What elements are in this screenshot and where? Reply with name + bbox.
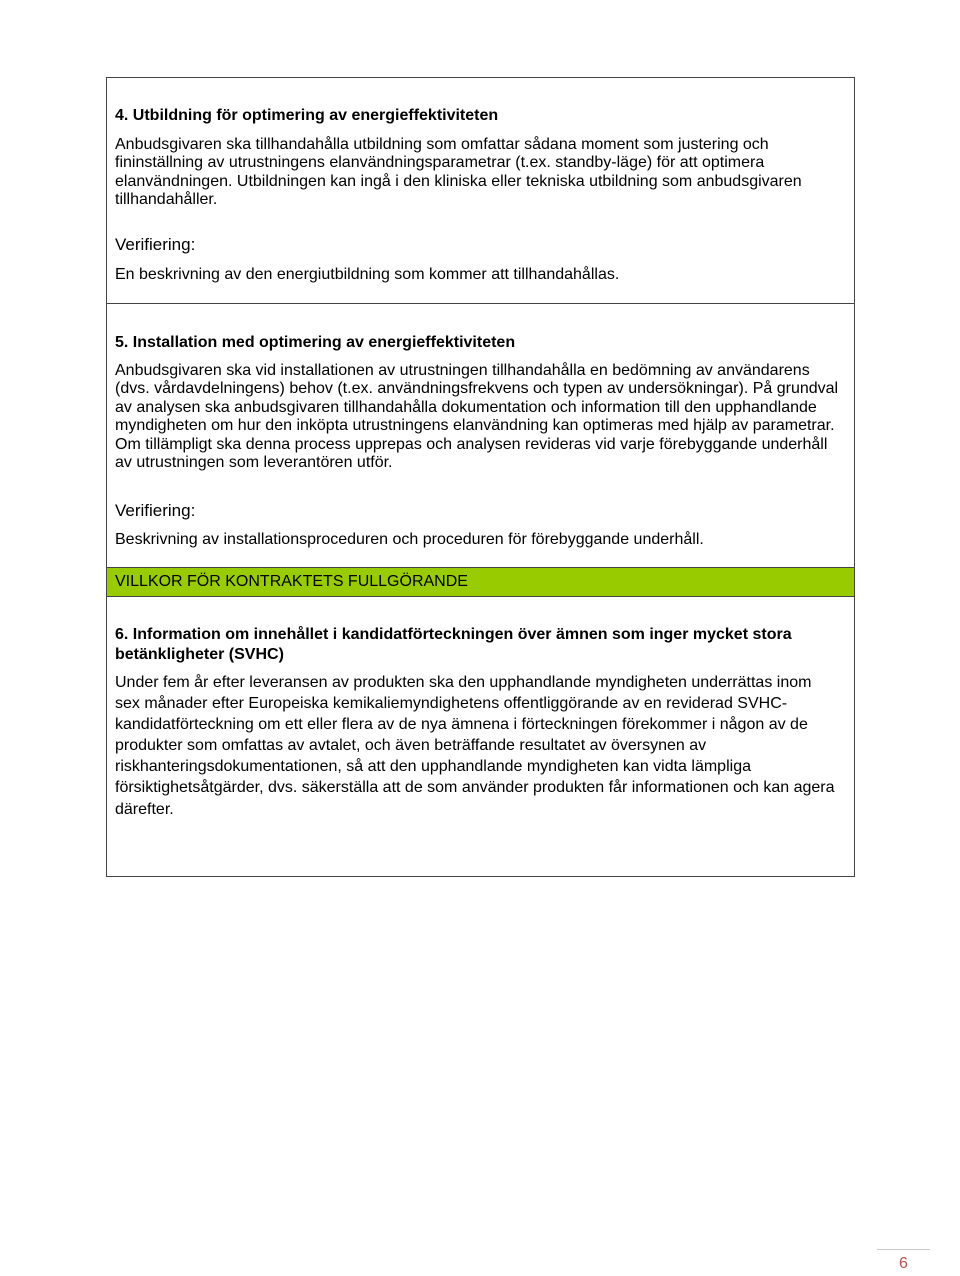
section-5-body-line: av analysen ska anbudsgivaren tillhandahålla dokumentation och information till den upphandlande <box>115 398 817 416</box>
contract-conditions-banner <box>107 567 854 597</box>
section-4-body <box>115 136 802 210</box>
section-6-body <box>115 672 835 820</box>
section-4-verification-label: Verifiering: <box>115 235 196 254</box>
section-5-body-line: (dvs. vårdavdelningens) behov (t.ex. användningsfrekvens och typen av undersökningar). På grundval <box>115 380 839 398</box>
section-6-body-line: Under fem år efter leveransen av produkten ska den upphandlande myndigheten underrättas inom <box>115 674 812 691</box>
section-6-heading-line: betänkligheter (SVHC) <box>115 646 284 663</box>
section-5-body-line: myndigheten om hur den inköpta utrustningens elanvändning kan optimeras med hjälp av parametrar. <box>115 417 835 435</box>
section-4-heading: 4. Utbildning för optimering av energieffektiviteten <box>115 107 499 124</box>
section-4-body-line: Anbudsgivaren ska tillhandahålla utbildning som omfattar sådana moment som justering och <box>115 136 769 153</box>
section-divider <box>107 303 854 304</box>
section-5-verification-label: Verifiering: <box>115 501 196 520</box>
section-5-verification-text: Beskrivning av installationsproceduren och proceduren för förebyggande underhåll. <box>115 531 704 548</box>
banner-label: VILLKOR FÖR KONTRAKTETS FULLGÖRANDE <box>115 573 468 590</box>
footer-rule <box>877 1249 930 1250</box>
section-4-verification-text: En beskrivning av den energiutbildning som kommer att tillhandahållas. <box>115 266 620 283</box>
section-5-body-line: av utrustningen som leverantören utför. <box>115 454 393 472</box>
section-6-heading-line: 6. Information om innehållet i kandidatförteckningen över ämnen som inger mycket stora <box>115 626 792 643</box>
section-5-heading: 5. Installation med optimering av energieffektiviteten <box>115 334 516 351</box>
section-6-body-line: sex månader efter Europeiska kemikaliemyndighetens offentliggörande av en reviderad SVHC- <box>115 695 788 713</box>
section-6-body-line: produkter som omfattas av avtalet, och även beträffande resultatet av översynen av <box>115 737 707 755</box>
section-6-body-line: därefter. <box>115 800 174 818</box>
requirements-box <box>106 77 855 877</box>
section-4-body-line: elanvändningen. Utbildningen kan ingå i den kliniska eller tekniska utbildning som anbudsgivaren <box>115 172 802 190</box>
section-6-heading <box>115 625 792 665</box>
section-4-body-line: fininställning av utrustningens elanvändningsparametrar (t.ex. standby-läge) för att optimera <box>115 154 765 172</box>
section-5-body-line: Om tillämpligt ska denna process upprepas och analysen revideras vid varje förebyggande underhåll <box>115 435 828 453</box>
section-6-body-line: försiktighetsåtgärder, dvs. säkerställa att de som använder produkten får informationen och kan agera <box>115 779 835 797</box>
section-6-body-line: kandidatförteckning om ett eller flera av de nya ämnena i förteckningen förekommer i någon av de <box>115 716 808 734</box>
section-5-body <box>115 362 838 472</box>
section-4-body-line: tillhandahåller. <box>115 191 218 209</box>
section-5-body-line: Anbudsgivaren ska vid installationen av utrustningen tillhandahålla en bedömning av användarens <box>115 362 810 379</box>
page-number: 6 <box>899 1255 908 1272</box>
section-6-body-line: riskhanteringsdokumentationen, så att den upphandlande myndigheten kan vidta lämpliga <box>115 758 751 776</box>
